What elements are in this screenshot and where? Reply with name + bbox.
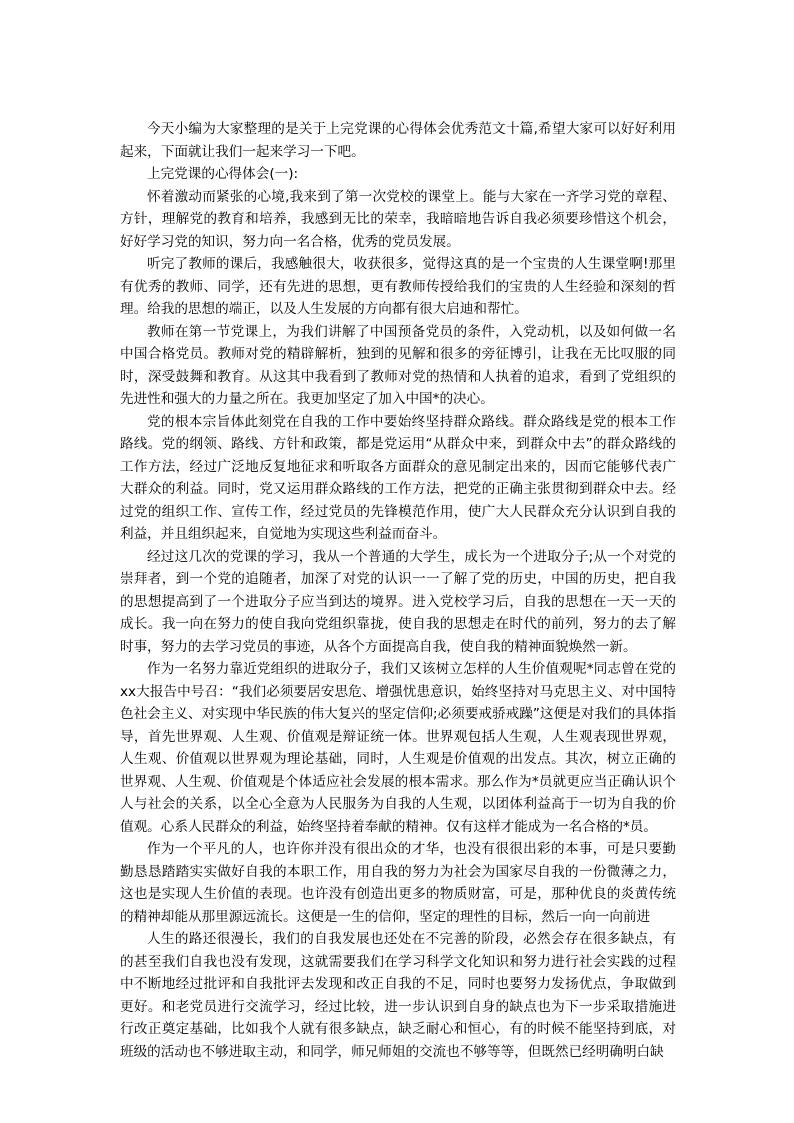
section-heading: 上完党课的心得体会(一): [147, 166, 299, 182]
body-paragraph: 听完了教师的课后，我感触很大，收获很多，觉得这真的是一个宝贵的人生课堂啊!那里有优秀的教师、同学，还有先进的思想，更有教师传授给我们的宝贵的人生经验和深刻的哲理。给我的思想的端正，以及人生发展的方向都有很大启迪和帮忙。 [120, 256, 676, 317]
body-paragraph: 党的根本宗旨体此刻党在自我的工作中要始终坚持群众路线。群众路线是党的根本工作路线。党的纲领、路线、方针和政策，都是党运用“从群众中来，到群众中去”的群众路线的工作方法，经过广泛地反复地征求和听取各方面群众的意见制定出来的，因而它能够代表广大群众的利益。同时，党又运用群众路线的工作方法，把党的正确主张贯彻到群众中去。经过党的组织工作、宣传工作，经过党员的先锋模范作用，使广大人民群众充分认识到自我的利益，并且组织起来，自觉地为实现这些利益而奋斗。 [120, 413, 676, 542]
document-page [120, 118, 676, 1063]
body-paragraph: 怀着激动而紧张的心境,我来到了第一次党校的课堂上。能与大家在一齐学习党的章程、方针，理解党的教育和培养，我感到无比的荣幸，我暗暗地告诉自我必须要珍惜这个机会，好好学习党的知识，努力向一名合格，优秀的党员发展。 [120, 188, 676, 250]
body-paragraph: 教师在第一节党课上，为我们讲解了中国预备党员的条件，入党动机，以及如何做一名中国合格党员。教师对党的精辟解析，独到的见解和很多的旁征博引，让我在无比叹服的同时，深受鼓舞和教育。从这其中我看到了教师对党的热情和人执着的追求，看到了党组织的先进性和强大的力量之所在。我更加坚定了加入中国*的决心。 [120, 323, 676, 407]
body-paragraph: 作为一名努力靠近党组织的进取分子，我们又该树立怎样的人生价值观呢*同志曾在党的xx大报告中号召：“我们必须要居安思危、增强忧患意识，始终坚持对马克思主义、对中国特色社会主义、对实现中华民族的伟大复兴的坚定信仰;必须要戒骄戒躁”这便是对我们的具体指导，首先世界观、人生观、价值观是辩证统一体。世界观包括人生观，人生观表现世界观，人生观、价值观以世界观为理论基础，同时，人生观是价值观的出发点。其次，树立正确的世界观、人生观、价值观是个体适应社会发展的根本需求。那么作为*员就更应当正确认识个人与社会的关系，以全心全意为人民服务为自我的人生观，以团体利益高于一切为自我的价值观。心系人民群众的利益，始终坚持着奉献的精神。仅有这样才能成为一名合格的*员。 [120, 661, 676, 835]
intro-paragraph: 今天小编为大家整理的是关于上完党课的心得体会优秀范文十篇,希望大家可以好好利用起来，下面就让我们一起来学习一下吧。 [120, 121, 676, 160]
body-paragraph: 人生的路还很漫长，我们的自我发展也还处在不完善的阶段，必然会存在很多缺点，有的甚至我们自我也没有发现，这就需要我们在学习科学文化知识和努力进行社会实践的过程中不断地经过批评和自我批评去发现和改正自我的不足，同时也要努力发扬优点，争取做到更好。和老党员进行交流学习，经过比较，进一步认识到自身的缺点也为下一步采取措施进行改正奠定基础，比如我个人就有很多缺点，缺乏耐心和恒心，有的时候不能坚持到底，对班级的活动也不够进取主动，和同学，师兄师姐的交流也不够等等，但既然已经明确明白缺 [120, 931, 676, 1060]
body-paragraph: 作为一个平凡的人，也许你并没有很出众的才华，也没有很很出彩的本事，可是只要勤勤恳恳踏踏实实做好自我的本职工作，用自我的努力为社会为国家尽自我的一份微薄之力，这也是实现人生价值的表现。也许没有创造出更多的物质财富，可是，那种优良的炎黄传统的精神却能从那里源远流长。这便是一生的信仰，坚定的理性的目标，然后一向一向前进 [120, 841, 676, 925]
body-paragraph: 经过这几次的党课的学习，我从一个普通的大学生，成长为一个进取分子;从一个对党的崇拜者，到一个党的追随者，加深了对党的认识一一了解了党的历史，中国的历史，把自我的思想提高到了一个进取分子应当到达的境界。进入党校学习后，自我的思想在一天一天的成长。我一向在努力的使自我向党组织靠拢，使自我的思想走在时代的前列，努力的去了解时事，努力的去学习党员的事迹，从各个方面提高自我，使自我的精神面貌焕然一新。 [120, 548, 676, 655]
